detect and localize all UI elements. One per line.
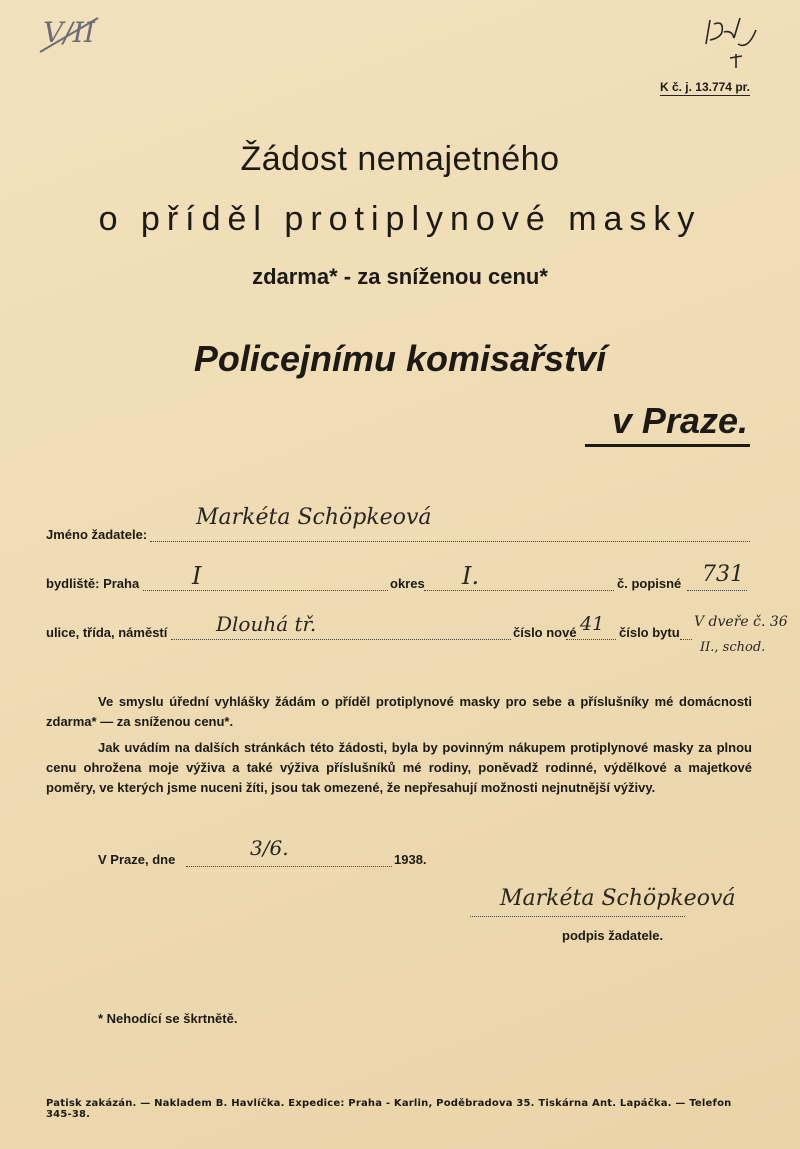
house-number-dotted-line	[687, 589, 747, 591]
date-place-label: V Praze, dne	[98, 852, 176, 867]
district-value[interactable]: I.	[462, 562, 480, 590]
new-number-label: číslo nové	[513, 625, 577, 640]
footnote: * Nehodící se škrtnětě.	[98, 1011, 238, 1026]
residence-dotted-line	[143, 589, 388, 591]
date-year: 1938.	[394, 852, 427, 867]
corner-mark-text: V/II	[43, 16, 95, 49]
flat-number-label: číslo bytu	[619, 625, 680, 640]
printer-footer: Patisk zakázán. — Nakladem B. Havlíčka. Expedice: Praha - Karlin, Poděbradova 35. Tiskárna Ant. Lapáčka. — Telefon 345-38.	[46, 1098, 732, 1120]
signature-dotted-line	[470, 915, 685, 917]
handwritten-margin-mark	[690, 14, 760, 74]
request-paragraph: Ve smyslu úřední vyhlášky žádám o příděl protiplynové masky pro sebe a příslušníky mé domácnosti zdarma* — za sníženou cenu*.	[46, 694, 752, 729]
addressee-line2: v Praze.	[611, 400, 748, 441]
district-label: okres	[390, 576, 425, 591]
form-title-line1: Žádost nemajetného	[240, 140, 560, 178]
street-value[interactable]: Dlouhá tř.	[216, 612, 317, 636]
residence-label: bydliště: Praha	[46, 576, 140, 591]
date-value[interactable]: 3/6.	[250, 836, 289, 860]
street-label: ulice, třída, náměstí	[46, 625, 168, 640]
form-title-line2: o příděl protiplynové masky	[98, 200, 702, 238]
district-dotted-line	[424, 589, 614, 591]
flat-number-value-line2[interactable]: II., schod.	[700, 640, 766, 655]
name-dotted-line	[150, 540, 750, 542]
street-dotted-line	[171, 638, 511, 640]
house-number-value[interactable]: 731	[702, 562, 744, 587]
justification-paragraph: Jak uvádím na dalších stránkách této žádosti, byla by povinným nákupem protiplynové masky za plnou cenu ohrožena moje výživa a také výživa příslušníků mé rodiny, poněvadž rodinné, výdělkové a majetkové poměry, ve kterých jsme nuceni žíti, jsou tak omezené, že nepřesahují možnosti nejnutnější výživy.	[46, 740, 752, 795]
new-number-value[interactable]: 41	[580, 613, 605, 635]
addressee-line1: Policejnímu komisařství	[193, 338, 607, 379]
addressee-underline	[585, 444, 750, 447]
signature-label: podpis žadatele.	[562, 928, 664, 943]
date-dotted-line	[186, 865, 392, 867]
residence-value[interactable]: I	[192, 562, 202, 590]
house-number-label: č. popisné	[617, 576, 682, 591]
flat-number-value-line1[interactable]: V dveře č. 36	[694, 614, 788, 630]
flat-number-dotted-line	[680, 638, 692, 640]
name-value[interactable]: Markéta Schöpkeová	[196, 505, 432, 530]
reference-number: K č. j. 13.774 pr.	[659, 80, 750, 94]
signature-value[interactable]: Markéta Schöpkeová	[500, 886, 736, 911]
corner-stamp-mark	[36, 10, 102, 56]
form-title-line3: zdarma* - za sníženou cenu*	[252, 264, 548, 289]
new-number-dotted-line	[566, 638, 616, 640]
name-label: Jméno žadatele:	[46, 527, 148, 542]
